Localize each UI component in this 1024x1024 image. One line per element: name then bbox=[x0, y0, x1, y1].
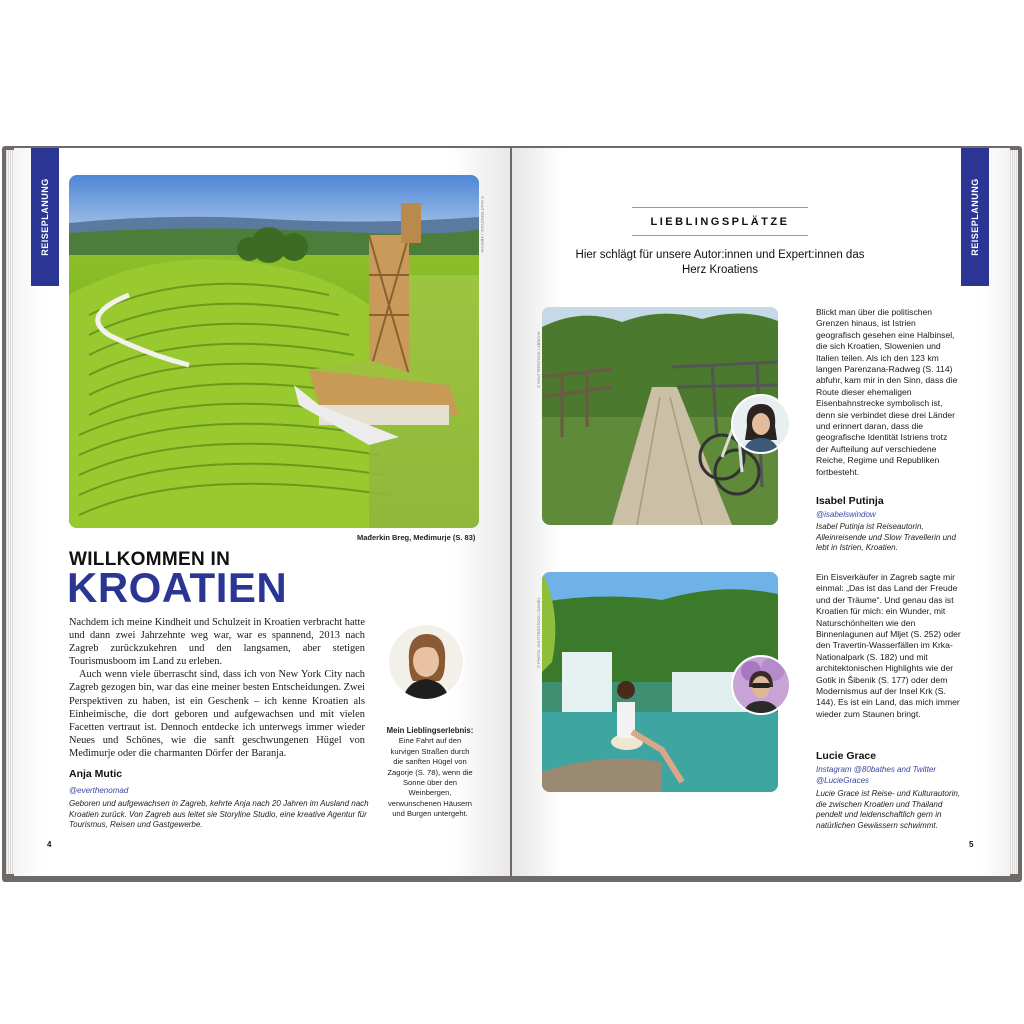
author-avatar-isabel bbox=[731, 394, 791, 454]
author-avatar-lucie bbox=[731, 655, 791, 715]
entry-text-isabel: Blickt man über die politischen Grenzen hinaus, ist Istrien geografisch gesehen eine Halbinsel, die sich Kroatien, Slowenien und Italien teilen. Als ich den 123 km langen Parenzana-Radweg (S. 114) abfuhr, kam mir in den Sinn, dass die Route dieser ehemaligen Eisenbahnstrecke symbolisch ist, denn sie verbindet diese drei Länder und erinnert daran, dass die geografische Identität Istriens trotz der Aufteilung auf verschiedene Reiche, Regime und Republiken fortbesteht. bbox=[816, 307, 958, 477]
section-tab-right: REISEPLANUNG bbox=[961, 148, 989, 286]
author-bio-lucie: Lucie Grace ist Reise- und Kulturautorin, die zwischen Kroatien und Thailand pendelt und leidenschaftlich gern in natürlichen Gewässern schwimmt. bbox=[816, 789, 961, 831]
headline-small: WILLKOMMEN IN bbox=[69, 549, 231, 570]
photo-caption: Mađerkin Breg, Međimurje (S. 83) bbox=[357, 533, 476, 542]
headline-big: KROATIEN bbox=[67, 564, 288, 611]
left-page bbox=[14, 148, 510, 876]
vineyard-tower-photo bbox=[69, 175, 479, 528]
favorite-experience-title: Mein Lieblingserlebnis: bbox=[386, 726, 474, 735]
author-bio-isabel: Isabel Putinja ist Reiseautorin, Alleinreisende und Slow Travellerin und lebt in Istrien, Kroatien. bbox=[816, 522, 956, 553]
intro-paragraph: Auch wenn viele überrascht sind, dass ich von New York City nach Zagreb gezogen bin, war das eine meiner besten Entscheidungen. Zwei Perspektiven zu haben, ist ein Geschenk – ich kenne Kroatien als Einheimische, die dort geboren und aufgewachsen und mit vielen Facetten vertraut ist. Dennoch entdecke ich unterwegs immer wieder Neues und Schönes, wie die sanft geschwungenen Hügel von Međimurje oder die charmanten Dörfer der Baranja. bbox=[69, 669, 365, 759]
favorite-experience bbox=[385, 726, 475, 820]
right-page bbox=[512, 148, 1010, 876]
favorite-experience-text: Eine Fahrt auf den kurvigen Straßen durch die sanften Hügel von Zagorje (S. 78), wenn die Sonne über den Weinbergen, verwunschenen Häusern und Burgen untergeht. bbox=[387, 736, 473, 819]
section-tab-left: REISEPLANUNG bbox=[31, 148, 59, 286]
intro-text bbox=[69, 616, 365, 760]
photo-credit: © SHUTTERSTOCK / XBRCHX bbox=[480, 196, 485, 253]
intro-paragraph: Nachdem ich meine Kindheit und Schulzeit in Kroatien verbracht hatte und dann zwei Jahrzehnte weg war, war es spannend, 2013 nach Zagreb zurückzukehren und den langsamen, aber stetigen Tourismusboom im Land zu erleben. bbox=[69, 617, 365, 668]
author-avatar bbox=[387, 623, 465, 701]
entry-text-lucie: Ein Eisverkäufer in Zagreb sagte mir einmal: „Das ist das Land der Freude und der Träume“. Und genau das ist Kroatien für mich: ein Wunder, mit Naturschönheiten wie den Binnenlagunen auf Mljet (S. 252) oder den Travertin-Wasserfällen im Krka-Nationalpark (S. 182) und mit architektonischen Highlights wie der Gotik in Šibenik (S. 177) oder dem Modernismus auf der Insel Krk (S. 144). Es ist ein Land, das mich immer wieder zum Staunen bringt. bbox=[816, 572, 961, 719]
right-page-edges bbox=[1010, 150, 1018, 874]
author-bio: Geboren und aufgewachsen in Zagreb, kehrte Anja nach 20 Jahren im Ausland nach Kroatien zurück. Von Zagreb aus leitet sie Storyline Studio, eine kreative Agentur für Tourismus, Reisen und Gastgewerbe. bbox=[69, 799, 369, 830]
page-number-right: 5 bbox=[969, 840, 974, 849]
author-handle-isabel[interactable]: @isabelswindow bbox=[816, 510, 876, 519]
photo-credit: © SHUTTERSTOCK / XBRCHX bbox=[536, 331, 541, 388]
page-number-left: 4 bbox=[47, 840, 52, 849]
author-name-lucie: Lucie Grace bbox=[816, 750, 877, 762]
section-subtitle: Hier schlägt für unsere Autor:innen und Expert:innen das Herz Kroatiens bbox=[575, 249, 865, 276]
title-rule-top bbox=[632, 207, 808, 208]
left-page-edges bbox=[6, 150, 14, 874]
author-handle[interactable]: @everthenomad bbox=[69, 786, 129, 795]
author-name-isabel: Isabel Putinja bbox=[816, 495, 884, 507]
author-name: Anja Mutic bbox=[69, 768, 123, 780]
title-rule-bottom bbox=[632, 235, 808, 236]
photo-credit: © PHOTO: SHUTTERSTOCK / DANIEL bbox=[536, 597, 541, 668]
section-title: LIEBLINGSPLÄTZE bbox=[650, 216, 790, 228]
author-handle-lucie[interactable]: Instagram @80bathes and Twitter @LucieGraces bbox=[816, 765, 937, 785]
